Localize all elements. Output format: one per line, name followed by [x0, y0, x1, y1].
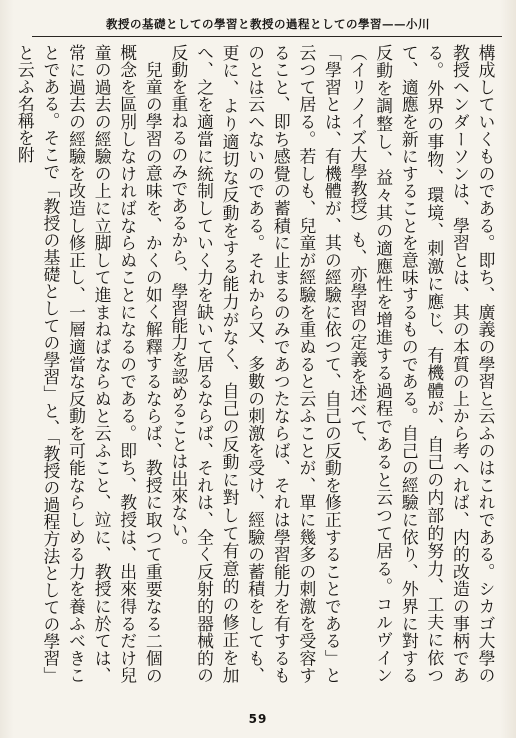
header-rule [32, 36, 502, 37]
paragraph-3: 兒童の學習の意味を、かくの如く解釋するならば、教授に取つて重要なる二個の概念を區別しなければならぬことになるのである。即ち、教授は、出來得るだけ兒童の過去の經驗の上に立脚して進まねばならぬと云ふこと、竝に、教授に於ては、常に過去の經驗を改造し修正し、一層適當な反動を可能ならしめる力を養ふべきことである。そこで「教授の基礎としての學習」と、「教授の過程方法としての學習」と云ふ名稱を附 [15, 44, 164, 684]
paragraph-2: 「學習とは、有機體が、其の經驗に依つて、自己の反動を修正することである」と云つて居る。若しも、兒童が經驗を重ぬると云ふことが、單に幾多の刺激を受容すること、即ち感覺の蓄積に止まるのみであつたならば、それは學習能力を有するものとは云へないのである。それから又、多數の刺激を受け、經驗の蓄積をしても、更に、より適切な反動をする能力がなく、自己の反動に對して有意的の修正を加へ、之を適當に統制していく力を缺いて居るならば、それは、全く反射的器械的の反動を重ねるのみであるから、學習能力を認めることは出來ない。 [168, 44, 343, 684]
page-number: 59 [248, 712, 268, 726]
vertical-body-text [15, 44, 498, 684]
running-head: 教授の基礎としての學習と教授の過程としての學習——小川 [106, 17, 430, 31]
paragraph-1: 構成していくものである。即ち、廣義の學習と云ふのはこれである。シカゴ大學の教授ヘンダーソンは、學習とは、其の本質の上から考へれば、内的改造の事柄である。外界の事物、環境、刺激に應じ、有機體が、自己の内部的努力、工夫に依つて、適應を新にすることを意味するものである。自己の經驗に依り、外界に對する反動を調整し、益々其の適應性を增進する過程であると云つて居る。コルヴイン（イリノイズ大學教授）も、亦學習の定義を述べて、 [348, 44, 496, 684]
